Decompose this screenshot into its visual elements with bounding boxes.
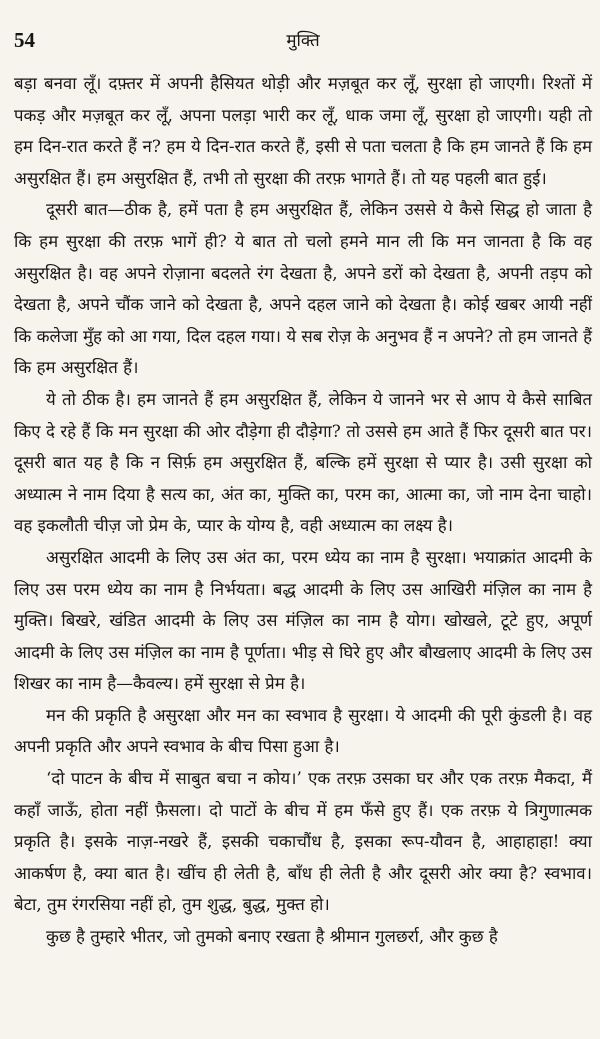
page-number: 54 — [14, 28, 35, 52]
page-body — [14, 68, 592, 953]
paragraph: मन की प्रकृति है असुरक्षा और मन का स्वभाव है सुरक्षा। ये आदमी की पूरी कुंडली है। वह अपनी प्रकृति और अपने स्वभाव के बीच पिसा हुआ है। — [14, 704, 592, 757]
paragraph: ये तो ठीक है। हम जानते हैं हम असुरक्षित हैं, लेकिन ये जानने भर से आप ये कैसे साबित किए दे रहे हैं कि मन सुरक्षा की ओर दौड़ेगा ही दौड़ेगा? तो उससे हम आते हैं फिर दूसरी बात पर। दूसरी बात यह है कि न सिर्फ़ हम असुरक्षित हैं, बल्कि हमें सुरक्षा से प्यार है। उसी सुरक्षा को अध्यात्म ने नाम दिया है सत्य का, अंत का, मुक्ति का, परम का, आत्मा का, जो नाम देना चाहो। वह इकलौती चीज़ जो प्रेम के, प्यार के योग्य है, वही अध्यात्म का लक्ष्य है। — [14, 388, 592, 536]
paragraph: असुरक्षित आदमी के लिए उस अंत का, परम ध्येय का नाम है सुरक्षा। भयाक्रांत आदमी के लिए उस परम ध्येय का नाम है निर्भयता। बद्ध आदमी के लिए उस आखिरी मंज़िल का नाम है मुक्ति। बिखरे, खंडित आदमी के लिए उस मंज़िल का नाम है योग। खोखले, टूटे हुए, अपूर्ण आदमी के लिए उस मंज़िल का नाम है पूर्णता। भीड़ से घिरे हुए और बौखलाए आदमी के लिए उस शिखर का नाम है—कैवल्य। हमें सुरक्षा से प्रेम है। — [14, 546, 592, 694]
running-title: मुक्ति — [286, 31, 320, 51]
paragraph: ‘दो पाटन के बीच में साबुत बचा न कोय।’ एक तरफ़ उसका घर और एक तरफ़ मैकदा, मैं कहाँ जाऊँ, होता नहीं फ़ैसला। दो पाटों के बीच में हम फँसे हुए हैं। एक तरफ़ ये त्रिगुणात्मक प्रकृति है। इसके नाज़-नखरे हैं, इसकी चकाचौंध है, इसका रूप-यौवन है, आहाहाहा! क्या आकर्षण है, क्या बात है। खींच ही लेती है, बाँध ही लेती है और दूसरी ओर क्या है? स्वभाव। बेटा, तुम रंगरसिया नहीं हो, तुम शुद्ध, बुद्ध, मुक्त हो। — [14, 768, 592, 915]
paragraph: कुछ है तुम्हारे भीतर, जो तुमको बनाए रखता है श्रीमान गुलछर्रा, और कुछ है — [46, 926, 498, 947]
paragraph: बड़ा बनवा लूँ। दफ़्तर में अपनी हैसियत थोड़ी और मज़बूत कर लूँ, सुरक्षा हो जाएगी। रिश्तों में पकड़ और मज़बूत कर लूँ, अपना पलड़ा भारी कर लूँ, धाक जमा लूँ, सुरक्षा हो जाएगी। यही तो हम दिन-रात करते हैं न? हम ये दिन-रात करते हैं, इसी से पता चलता है कि हम जानते हैं कि हम असुरक्षित हैं। हम असुरक्षित हैं, तभी तो सुरक्षा की तरफ़ भागते हैं। तो यह पहली बात हुई। — [14, 73, 592, 188]
paragraph: दूसरी बात—ठीक है, हमें पता है हम असुरक्षित हैं, लेकिन उससे ये कैसे सिद्ध हो जाता है कि हम सुरक्षा की तरफ़ भागें ही? ये बात तो चलो हमने मान ली कि मन जानता है कि वह असुरक्षित है। वह अपने रोज़ाना बदलते रंग देखता है, अपने डरों को देखता है, अपनी तड़प को देखता है, अपने चौंक जाने को देखता है, अपने दहल जाने को देखता है। कोई खबर आयी नहीं कि कलेजा मुँह को आ गया, दिल दहल गया। ये सब रोज़ के अनुभव हैं न अपने? तो हम जानते हैं कि हम असुरक्षित हैं। — [14, 199, 592, 378]
page-header — [14, 28, 592, 68]
